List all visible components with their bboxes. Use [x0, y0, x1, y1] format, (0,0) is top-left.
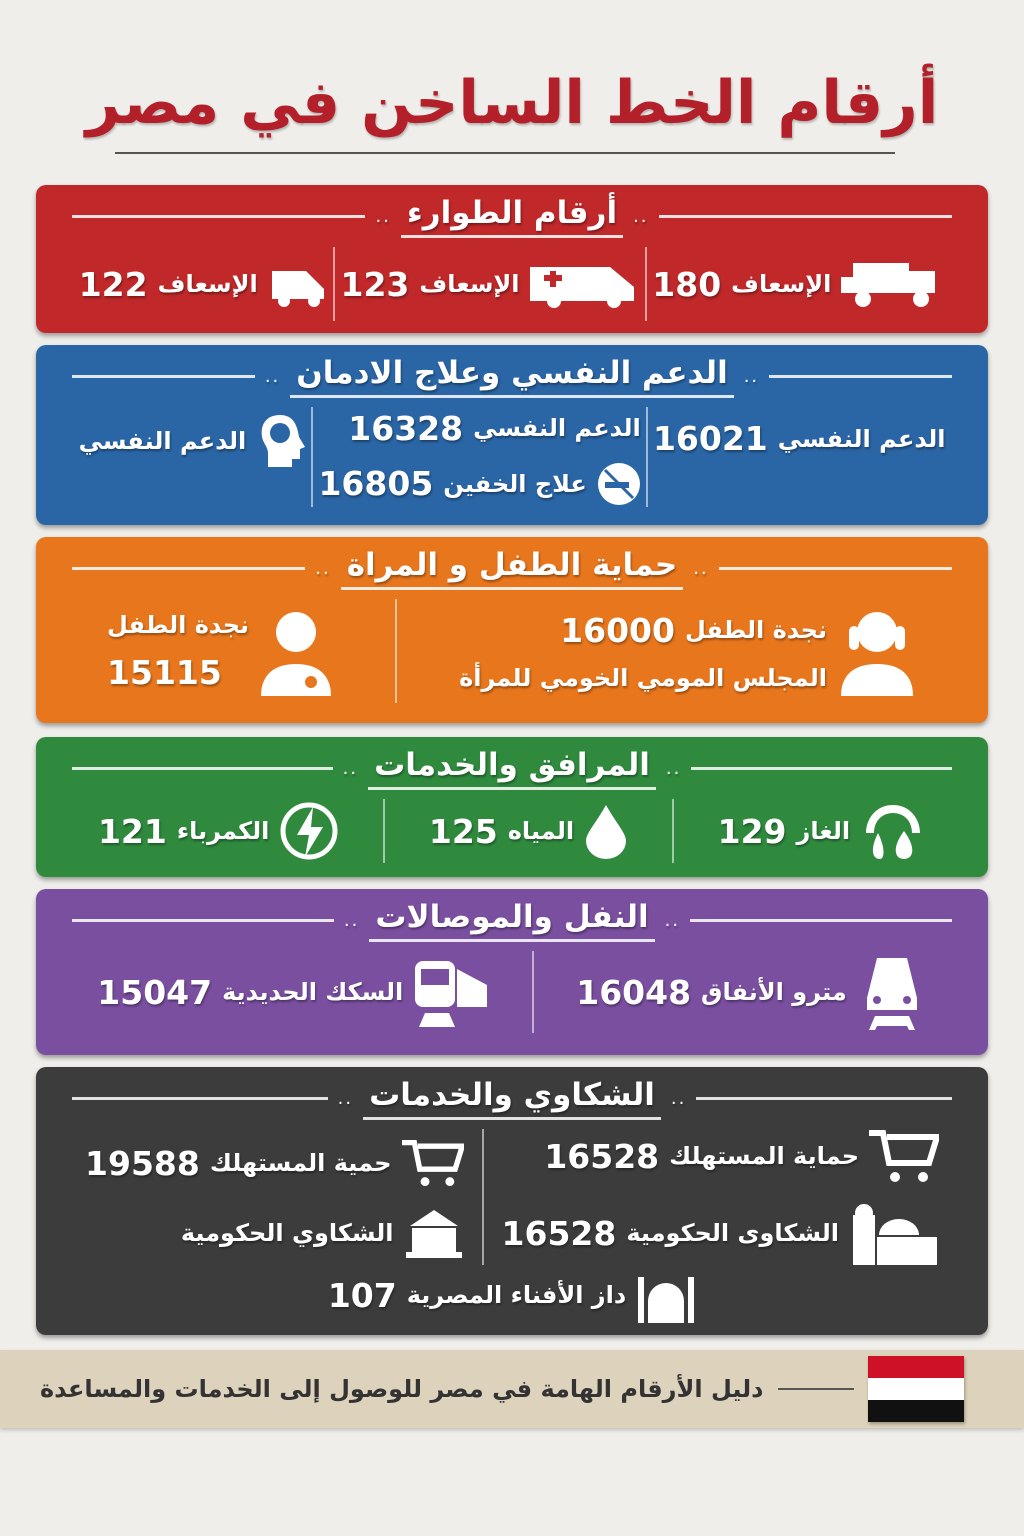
- hotline-item: الدعم النفسي 16021: [652, 419, 946, 458]
- section-title: المرافق والخدمات: [368, 747, 656, 790]
- page-title: أرقام الخط الساخن في مصر: [85, 68, 939, 138]
- van-icon: [268, 259, 328, 309]
- section-title: الدعم النفسي وعلاج الادمان: [290, 355, 733, 398]
- hotline-item: نجدة الطفل 15115: [107, 606, 333, 696]
- hotline-item: الدعم النفسي 16328: [348, 408, 641, 448]
- section-title: الشكاوي والخدمات: [363, 1077, 661, 1120]
- hotline-item: داز الأفناء المصرية 107: [328, 1267, 696, 1323]
- hotline-item: مترو الأنفاق 16048: [576, 954, 927, 1030]
- transport-section: .. النفل والموصالات .. مترو الأنفاق 16048 السكك الحديدية 15047: [36, 889, 988, 1055]
- train-icon: [413, 957, 489, 1027]
- hotline-item: الشكاوي الحكومية: [85, 1208, 463, 1258]
- hotline-item: حمية المستهلك 19588: [85, 1136, 463, 1190]
- hotline-item: الإسعاف 123: [341, 259, 640, 309]
- emergency-section: .. أرقام الطوارء .. الإسعاف 180 الإسعاف 123 الإسعاف 122: [36, 185, 988, 333]
- fire-truck-icon: [841, 259, 945, 309]
- hotline-item: الكمرباء 121: [98, 801, 339, 861]
- child-women-section: .. حماية الطفل و المراة .. نجدة الطفل 16000 المجلس المومي الخومي للمرأة نجدة الطفل 15115: [36, 537, 988, 723]
- mosque-icon: [636, 1267, 696, 1323]
- hotline-item: الدعم النفسي: [79, 413, 307, 469]
- section-title: حماية الطفل و المراة: [341, 547, 684, 590]
- water-drop-icon: [584, 803, 628, 859]
- metro-icon: [857, 954, 927, 1030]
- footer-banner: [0, 1350, 1024, 1428]
- no-smoking-icon: [597, 462, 641, 506]
- ambulance-icon: [530, 259, 640, 309]
- footer-text: دليل الأرقام الهامة في مصر للوصول إلى الخدمات والمساعدة: [40, 1375, 764, 1403]
- gas-flame-icon: [860, 803, 926, 859]
- support-section: .. الدعم النفسي وعلاج الادمان .. الدعم النفسي 16021 الدعم النفسي 16328 علاج الخفين 16805 الدعم النفسي: [36, 345, 988, 525]
- hotline-item: السكك الحديدية 15047: [97, 957, 489, 1027]
- lightning-icon: [279, 801, 339, 861]
- doctor-icon: [259, 606, 333, 696]
- hotline-item: الإسعاف 180: [652, 259, 945, 309]
- brain-head-icon: [256, 413, 306, 469]
- cart-icon: [402, 1136, 464, 1190]
- egypt-flag-icon: [868, 1356, 964, 1422]
- complaints-section: .. الشكاوي والخدمات .. حماية المستهلك 16528 الشكاوى الحكومية 16528 حمية المستهلك 19588 الشكاوي الحكومية داز الأفناء المصرية 107: [36, 1067, 988, 1335]
- cart-icon: [869, 1129, 939, 1183]
- hotline-item: المياه 125: [429, 803, 628, 859]
- section-title: النفل والموصالات: [369, 899, 654, 942]
- hotline-item: الشكاوى الحكومية 16528: [502, 1201, 939, 1265]
- utilities-section: .. المرافق والخدمات .. الغاز 129 المياه 125 الكمرباء 121: [36, 737, 988, 877]
- girl-icon: [837, 606, 917, 696]
- hotline-item: الإسعاف 122: [79, 259, 328, 309]
- hotline-item: الغاز 129: [718, 803, 927, 859]
- hotline-item: حماية المستهلك 16528: [502, 1129, 939, 1183]
- government-building-icon: [404, 1208, 464, 1258]
- title-divider: [115, 152, 895, 154]
- hotline-item: نجدة الطفل 16000 المجلس المومي الخومي للمرأة: [459, 606, 917, 696]
- hotline-item: علاج الخفين 16805: [318, 462, 640, 506]
- section-title: أرقام الطوارء: [401, 195, 623, 238]
- mosque-building-icon: [849, 1201, 939, 1265]
